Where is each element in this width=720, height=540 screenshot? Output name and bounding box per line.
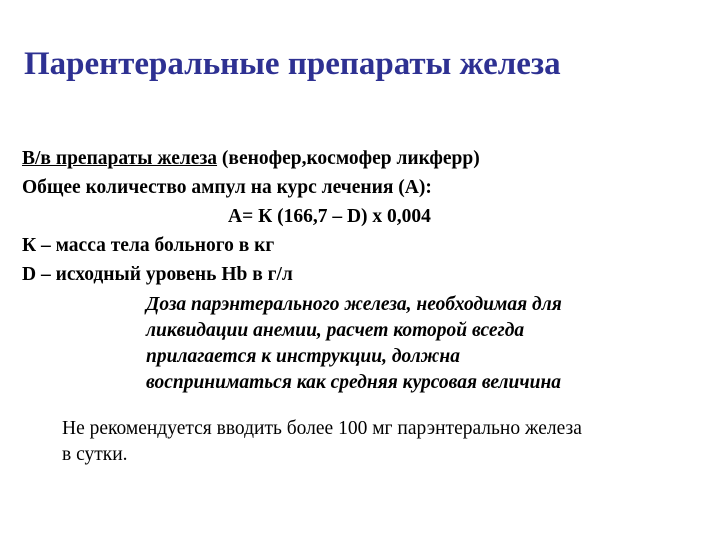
slide-title: Парентеральные препараты железа [24, 46, 561, 82]
italic-line: восприниматься как средняя курсовая величина [146, 372, 562, 393]
d-definition: D – исходный уровень Hb в г/л [22, 264, 293, 285]
dose-note-italic [146, 292, 706, 396]
daily-limit-note [62, 416, 712, 468]
dose-formula: А= К (166,7 – D) х 0,004 [228, 206, 431, 227]
note-line: в сутки. [62, 444, 128, 465]
iv-preparations-label: В/в препараты железа [22, 148, 218, 169]
ampoule-count-line: Общее количество ампул на курс лечения (А): [22, 177, 432, 198]
k-definition: К – масса тела больного в кг [22, 235, 275, 256]
italic-line: Доза парэнтерального железа, необходимая для [146, 294, 562, 315]
italic-line: ликвидации анемии, расчет которой всегда [146, 320, 525, 341]
iv-preparations-line [22, 148, 480, 170]
italic-line: прилагается к инструкции, должна [146, 346, 460, 367]
note-line: Не рекомендуется вводить более 100 мг парэнтерально железа [62, 418, 582, 439]
iv-preparations-names: (венофер,космофер ликферр) [217, 148, 480, 169]
